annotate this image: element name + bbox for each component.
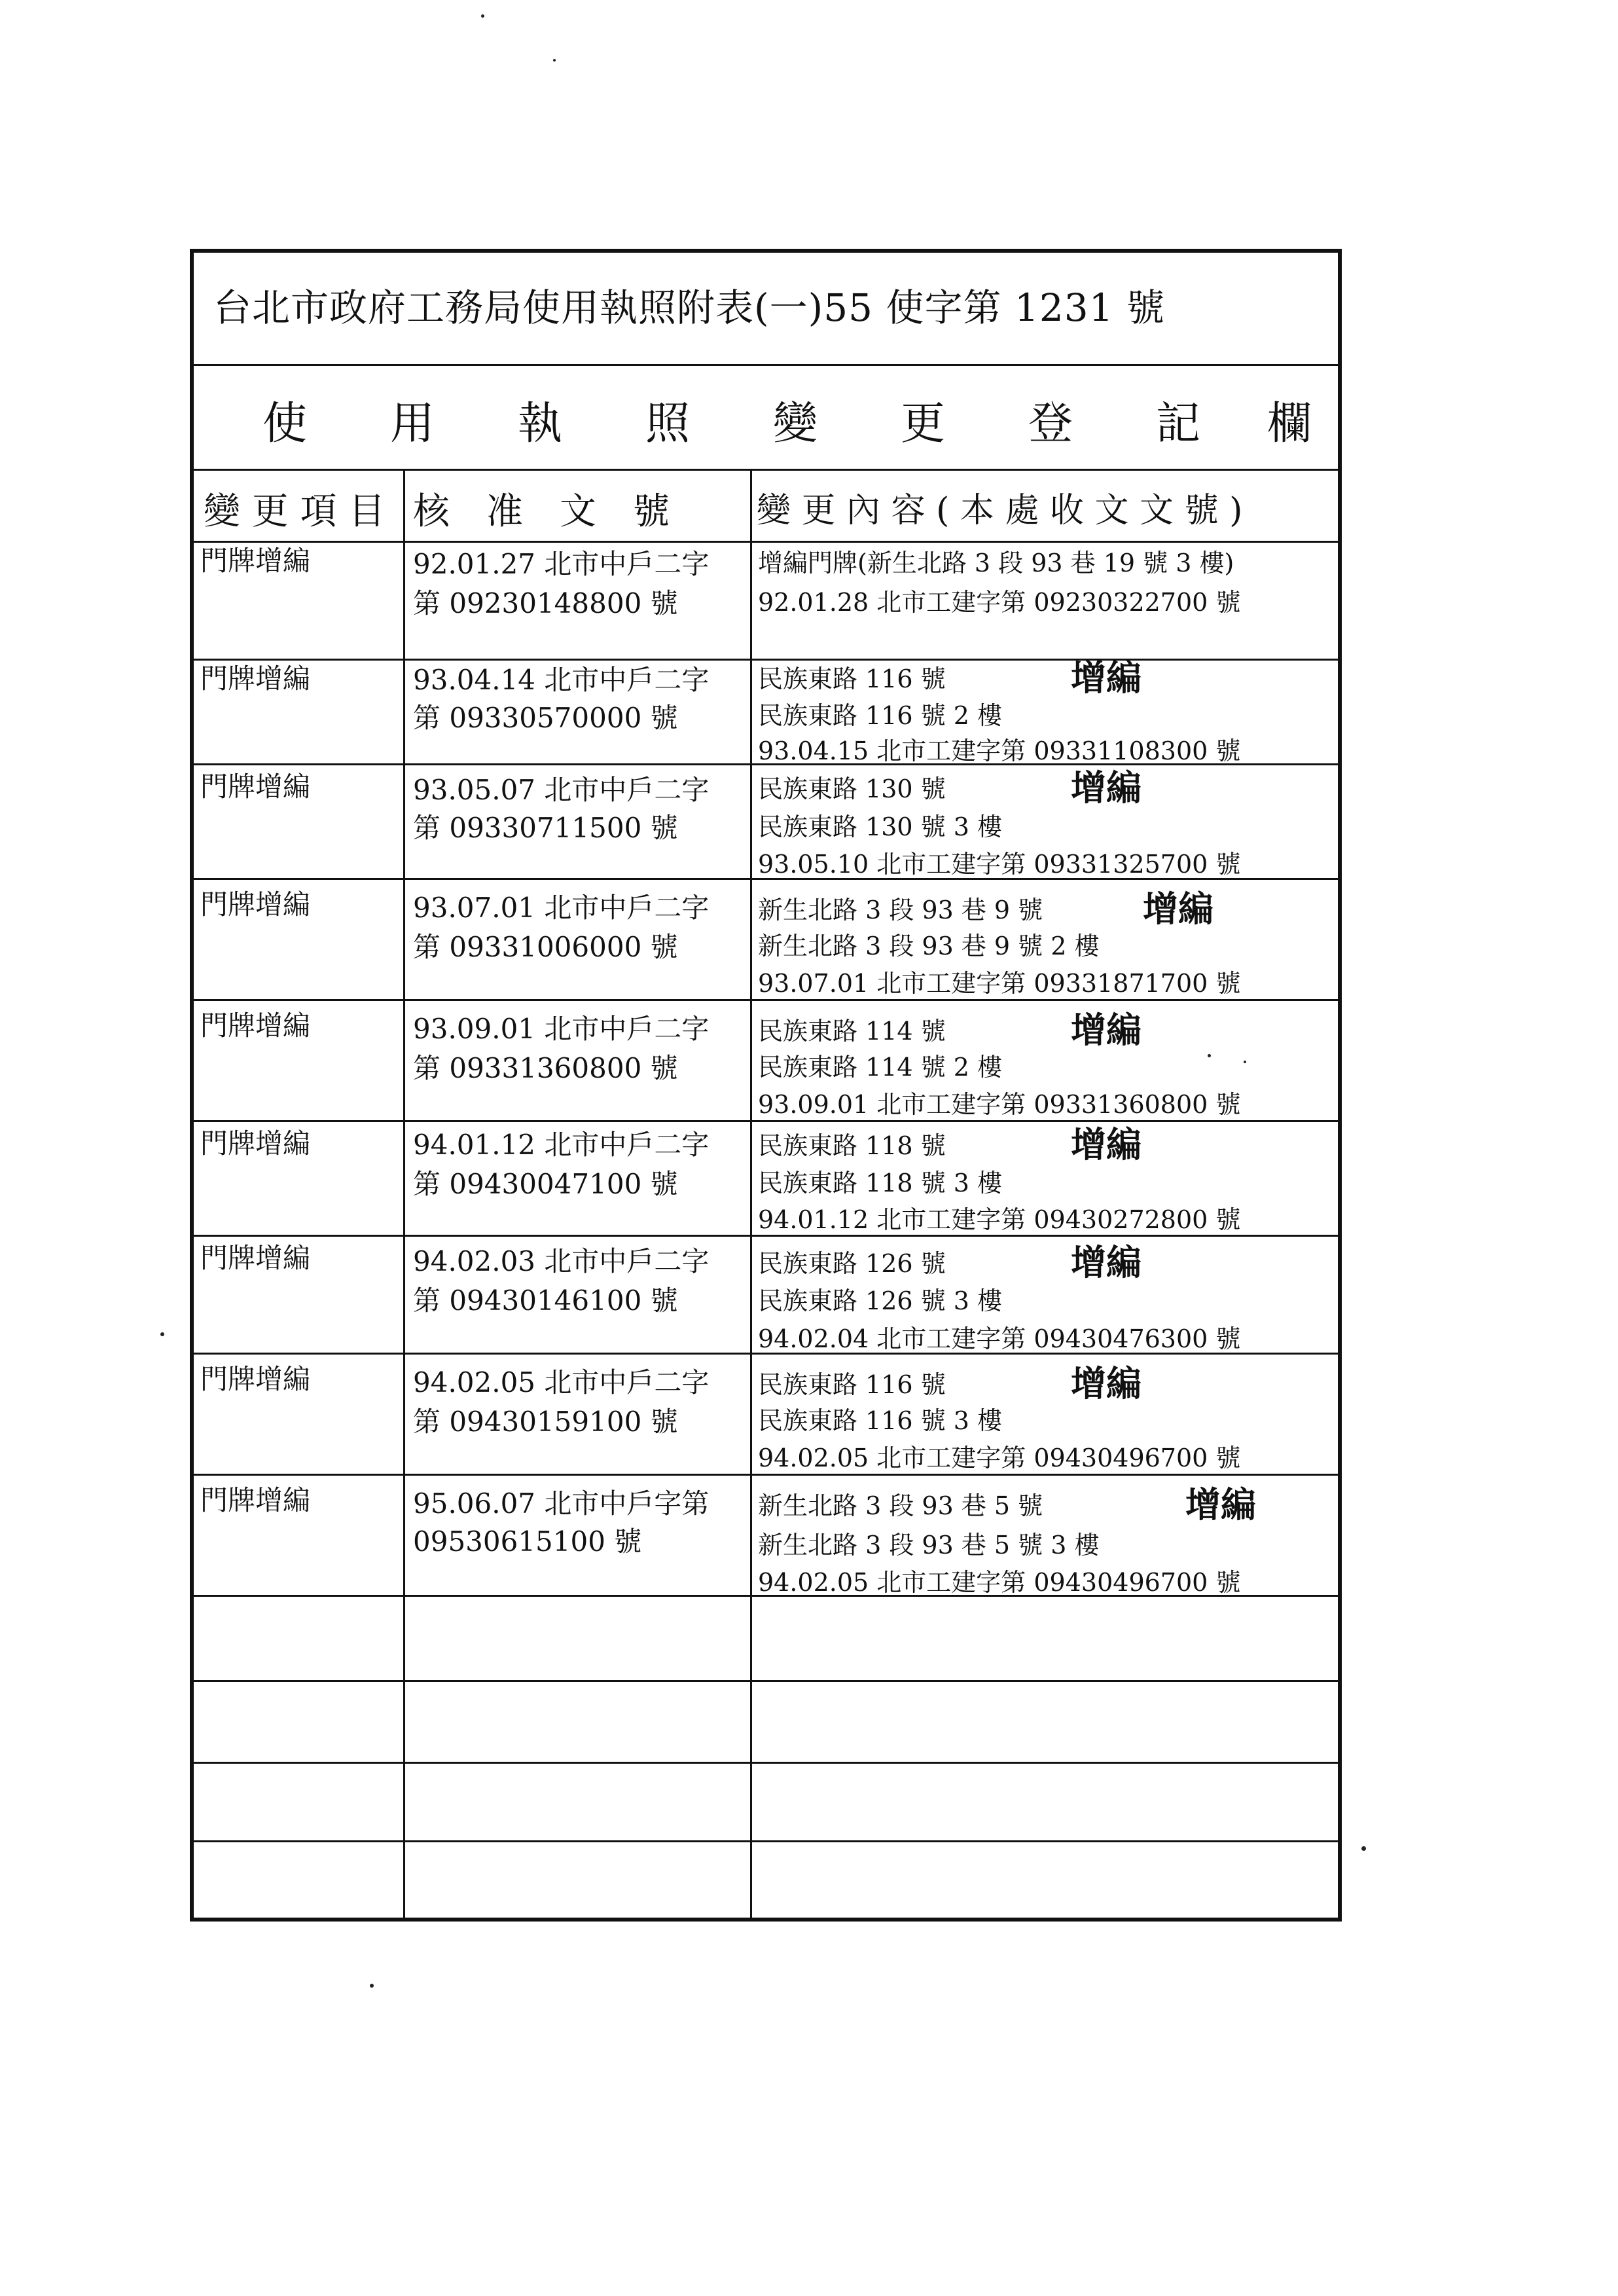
stamp-text: 增編 (1071, 1362, 1142, 1404)
row-content-line: 增編門牌(新生北路 3 段 93 巷 19 號 3 樓) (758, 549, 1234, 577)
row-content-line: 民族東路 116 號 3 樓 (758, 1406, 1003, 1435)
row-content-line: 94.02.05 北市工建字第 09430496700 號 (758, 1568, 1241, 1597)
row-doc-line: 第 09230148800 號 (413, 587, 678, 619)
row-item: 門牌增編 (200, 1484, 311, 1516)
row-content-line: 94.02.04 北市工建字第 09430476300 號 (758, 1324, 1241, 1353)
row-doc-line: 第 09330570000 號 (413, 702, 678, 734)
row-item: 門牌增編 (200, 545, 311, 577)
row-content-line: 92.01.28 北市工建字第 09230322700 號 (758, 588, 1241, 617)
row-item: 門牌增編 (200, 1363, 311, 1395)
row-content-line: 民族東路 130 號 3 樓 (758, 812, 1003, 841)
row-content-line: 民族東路 114 號 (758, 1017, 946, 1046)
stamp-text: 增編 (1071, 767, 1142, 809)
stamp-text: 增編 (1071, 1241, 1142, 1283)
banner-char: 記 (1156, 398, 1201, 450)
scan-speck (1244, 1061, 1246, 1063)
row-content-line: 新生北路 3 段 93 巷 5 號 3 樓 (758, 1531, 1100, 1559)
row-content-line: 93.04.15 北市工建字第 09331108300 號 (758, 737, 1241, 765)
row-doc-line: 93.07.01 北市中戶二字 (413, 892, 710, 924)
row-divider (194, 1680, 1338, 1682)
row-content-line: 94.02.05 北市工建字第 09430496700 號 (758, 1444, 1241, 1472)
row-item: 門牌增編 (200, 888, 311, 920)
row-doc-line: 93.04.14 北市中戶二字 (413, 664, 710, 696)
row-content-line: 民族東路 116 號 (758, 1370, 946, 1399)
row-doc-line: 94.01.12 北市中戶二字 (413, 1129, 710, 1161)
header-approval-number: 核 准 文 號 (413, 490, 670, 533)
row-item: 門牌增編 (200, 1010, 311, 1042)
header-divider (194, 541, 1338, 543)
row-doc-line: 09530615100 號 (413, 1525, 642, 1558)
row-content-line: 93.07.01 北市工建字第 09331871700 號 (758, 969, 1241, 998)
row-doc-line: 第 09430047100 號 (413, 1168, 678, 1200)
row-item: 門牌增編 (200, 771, 311, 803)
row-content-line: 民族東路 126 號 (758, 1249, 946, 1278)
banner-char: 更 (901, 398, 946, 450)
column-divider-2 (750, 469, 752, 1918)
row-doc-line: 第 09331360800 號 (413, 1052, 678, 1084)
column-divider-1 (403, 469, 405, 1918)
banner-char: 變 (773, 398, 818, 450)
row-content-line: 民族東路 116 號 2 樓 (758, 701, 1003, 730)
header-change-item: 變 更 項 目 (204, 490, 386, 533)
stamp-text: 增編 (1071, 1123, 1142, 1165)
banner-char: 登 (1028, 398, 1073, 450)
row-doc-line: 93.09.01 北市中戶二字 (413, 1013, 710, 1045)
stamp-text: 增編 (1185, 1484, 1256, 1525)
row-content-line: 民族東路 130 號 (758, 774, 946, 803)
row-doc-line: 第 09331006000 號 (413, 931, 678, 963)
row-content-line: 民族東路 116 號 (758, 665, 946, 693)
row-content-line: 新生北路 3 段 93 巷 9 號 2 樓 (758, 932, 1100, 960)
banner-char: 執 (518, 398, 563, 450)
scan-speck (1361, 1846, 1366, 1851)
row-doc-line: 第 09330711500 號 (413, 812, 678, 844)
row-content-line: 新生北路 3 段 93 巷 5 號 (758, 1491, 1043, 1520)
banner-divider (194, 469, 1338, 471)
scan-speck (481, 14, 484, 18)
row-doc-line: 92.01.27 北市中戶二字 (413, 548, 710, 580)
row-divider (194, 1120, 1338, 1122)
row-doc-line: 95.06.07 北市中戶字第 (413, 1487, 710, 1520)
registration-table (190, 249, 1342, 1922)
stamp-text: 增編 (1071, 1009, 1142, 1051)
stamp-text: 增編 (1143, 888, 1214, 930)
row-doc-line: 94.02.05 北市中戶二字 (413, 1366, 710, 1398)
scan-speck (1208, 1054, 1211, 1057)
row-item: 門牌增編 (200, 663, 311, 695)
row-divider (194, 1235, 1338, 1237)
row-item: 門牌增編 (200, 1127, 311, 1159)
header-change-content: 變 更 內 容 ( 本 處 收 文 文 號 ) (757, 491, 1243, 530)
row-doc-line: 第 09430159100 號 (413, 1406, 678, 1438)
banner-char: 使 (262, 398, 308, 450)
row-divider (194, 1840, 1338, 1842)
row-doc-line: 94.02.03 北市中戶二字 (413, 1245, 710, 1277)
stamp-text: 增編 (1071, 657, 1142, 699)
row-doc-line: 第 09430146100 號 (413, 1285, 678, 1317)
title-divider (194, 364, 1338, 366)
row-content-line: 民族東路 126 號 3 樓 (758, 1286, 1003, 1315)
row-content-line: 新生北路 3 段 93 巷 9 號 (758, 896, 1043, 924)
scan-speck (553, 59, 556, 62)
row-content-line: 民族東路 114 號 2 樓 (758, 1053, 1003, 1082)
row-doc-line: 93.05.07 北市中戶二字 (413, 774, 710, 806)
row-divider (194, 1762, 1338, 1764)
row-divider (194, 1474, 1338, 1476)
document-title: 台北市政府工務局使用執照附表(一)55 使字第 1231 號 (213, 285, 1165, 330)
banner-char: 欄 (1267, 398, 1312, 450)
row-item: 門牌增編 (200, 1242, 311, 1274)
row-content-line: 民族東路 118 號 3 樓 (758, 1169, 1003, 1197)
scan-speck (370, 1984, 374, 1988)
banner-char: 照 (645, 398, 691, 450)
banner-char: 用 (390, 398, 435, 450)
row-divider (194, 999, 1338, 1001)
row-content-line: 93.05.10 北市工建字第 09331325700 號 (758, 850, 1241, 879)
row-content-line: 民族東路 118 號 (758, 1131, 946, 1160)
row-divider (194, 659, 1338, 661)
row-content-line: 93.09.01 北市工建字第 09331360800 號 (758, 1090, 1241, 1119)
row-content-line: 94.01.12 北市工建字第 09430272800 號 (758, 1205, 1241, 1234)
scan-speck (160, 1332, 164, 1336)
